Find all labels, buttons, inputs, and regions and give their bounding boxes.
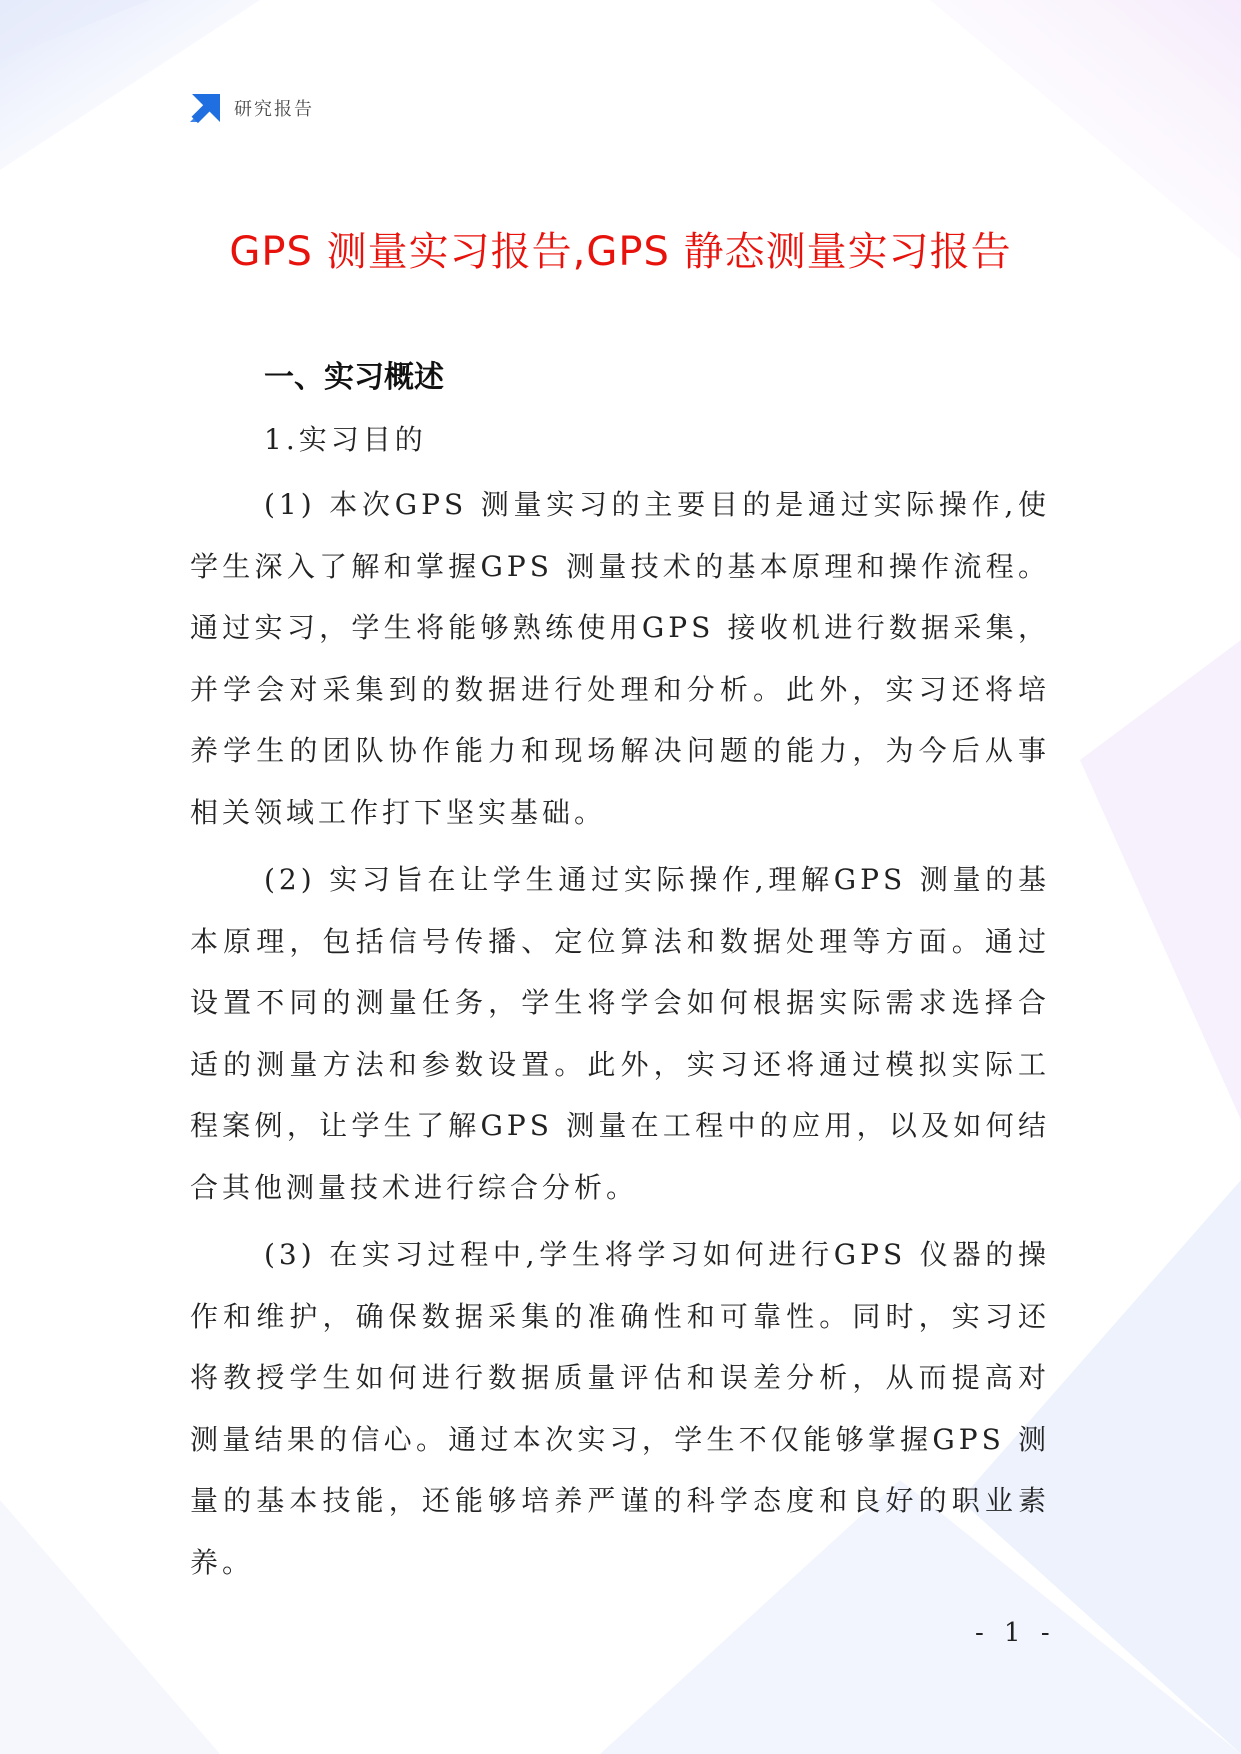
sub-heading: 1.实习目的 xyxy=(264,423,427,456)
arrow-up-right-icon xyxy=(188,90,224,126)
paragraph-3: (3) 在实习过程中,学生将学习如何进行GPS 仪器的操作和维护，确保数据采集的准确性和可靠性。同时，实习还将教授学生如何进行数据质量评估和误差分析，从而提高对测量结果的信心。通过本次实习，学生不仅能够掌握GPS 测量的基本技能，还能够培养严谨的科学态度和良好的职业素养。 xyxy=(190,1238,1050,1579)
document-body xyxy=(190,352,1050,1593)
section-heading: 一、实习概述 xyxy=(264,360,444,395)
paragraph-1: (1) 本次GPS 测量实习的主要目的是通过实际操作,使学生深入了解和掌握GPS 测量技术的基本原理和操作流程。通过实习，学生将能够熟练使用GPS 接收机进行数据采集，并学会对采集到的数据进行处理和分析。此外，实习还将培养学生的团队协作能力和现场解决问题的能力，为今后从事相关领域工作打下坚实基础。 xyxy=(190,488,1050,829)
page-number: - 1 - xyxy=(975,1618,1056,1648)
brand-label: 研究报告 xyxy=(234,99,314,120)
paragraph-2: (2) 实习旨在让学生通过实际操作,理解GPS 测量的基本原理，包括信号传播、定位算法和数据处理等方面。通过设置不同的测量任务，学生将学会如何根据实际需求选择合适的测量方法和参数设置。此外，实习还将通过模拟实际工程案例，让学生了解GPS 测量在工程中的应用，以及如何结合其他测量技术进行综合分析。 xyxy=(190,863,1050,1204)
page-header xyxy=(188,90,314,126)
document-title: GPS 测量实习报告,GPS 静态测量实习报告 xyxy=(229,229,1012,275)
